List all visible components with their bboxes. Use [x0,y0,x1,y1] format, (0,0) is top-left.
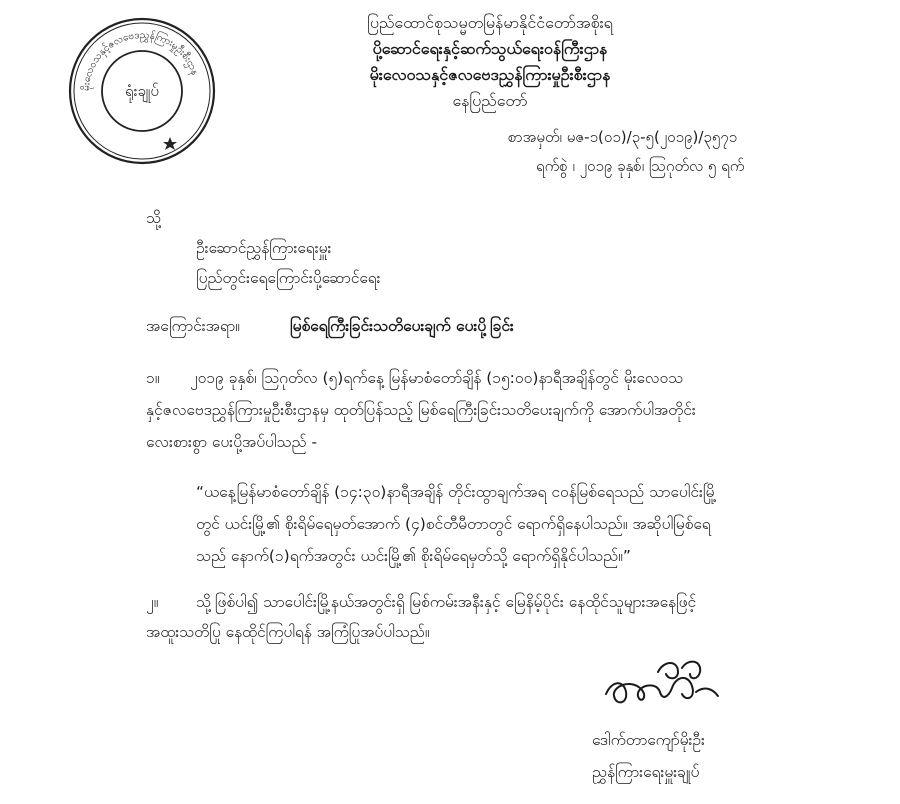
paragraph-2-number: ၂။ [146,593,159,611]
paragraph-2-line-2: အထူးသတိပြု နေထိုင်ကြပါရန် အကြံပြုအပ်ပါသည်။ [146,623,430,641]
subject-label: အကြောင်းအရာ။ [146,317,240,335]
letter-date: ရက်စွဲ ၊ ၂၀၁၉ ခုနှစ်၊ ဩဂုတ်လ ၅ ရက် [536,157,745,175]
handwritten-signature [598,650,728,714]
recipient-to: သို့ [146,209,161,227]
recipient-organization: ပြည်တွင်းရေကြောင်းပို့ဆောင်ရေး [196,269,381,287]
seal-ring-text: မိုးလေဝသနှင့်ဇလဗေဒညွှန်ကြားမှုဦးစီးဌာန [80,29,201,92]
department-seal [67,16,217,166]
department-name: မိုးလေဝသနှင့်ဇလဗေဒညွှန်ကြားမှုဦးစီးဌာန [369,65,611,84]
signatory-name: ဒေါက်တာကျော်မိုးဦး [592,731,705,749]
quote-line-2: တွင် ယင်းမြို့၏ စိုးရိမ်ရေမှတ်အောက် (၄)စင်တီမီတာတွင် ရောက်ရှိနေပါသည်။ အဆိုပါမြစ်ရေ [196,515,711,533]
paragraph-1-line-3: လေးစားစွာ ပေးပို့အပ်ပါသည် - [146,433,318,451]
government-name: ပြည်ထောင်စုသမ္မတမြန်မာနိုင်ငံတော်အစိုးရ [367,13,613,32]
ministry-name: ပို့ဆောင်ရေးနှင့်ဆက်သွယ်ရေးဝန်ကြီးဌာန [372,39,608,58]
paragraph-1-number: ၁။ [146,369,160,387]
subject-text: မြစ်ရေကြီးခြင်းသတိပေးချက် ပေးပို့ခြင်း [290,317,514,335]
quote-line-1: “ယနေ့မြန်မာစံတော်ချိန် (၁၄:၃၀)နာရီအချိန် တိုင်းထွာချက်အရ ငဝန်မြစ်ရေသည် သာပေါင်းမြို့ [196,483,717,501]
recipient-title: ဦးဆောင်ညွှန်ကြားရေးမှူး [196,239,332,257]
letter-number: စာအမှတ်၊ မဇ-၁(၀၁)/၃-၅(၂၀၁၉)/၃၅၇၁ [508,128,738,146]
paragraph-1-line-2: နှင့်ဇလဗေဒညွှန်ကြားမှုဦးစီးဌာနမှ ထုတ်ပြန်သည့် မြစ်ရေကြီးခြင်းသတိပေးချက်ကို အောက်ပါအတိုင်း [146,401,696,419]
signatory-title: ညွှန်ကြားရေးမှူးချုပ် [592,763,700,781]
quote-line-3: သည် နောက်(၁)ရက်အတွင်း ယင်းမြို့၏ စိုးရိမ်ရေမှတ်သို့ ရောက်ရှိနိုင်ပါသည်။” [196,547,631,565]
location: နေပြည်တော် [452,91,528,110]
star-icon [163,137,177,150]
seal-center-text: ရုံးချုပ် [125,82,159,100]
paragraph-2-line-1: သို့ဖြစ်ပါ၍ သာပေါင်းမြို့နယ်အတွင်းရှိ မြစ်ကမ်းအနီးနှင့် မြေနိမ့်ပိုင်း နေထိုင်သူများအနေဖြင့် [196,593,697,611]
paragraph-1-line-1: ၂၀၁၉ ခုနှစ်၊ ဩဂုတ်လ (၅)ရက်နေ့ မြန်မာစံတော်ချိန် (၁၅:၀၀)နာရီအချိန်တွင် မိုးလေဝသ [190,369,684,387]
